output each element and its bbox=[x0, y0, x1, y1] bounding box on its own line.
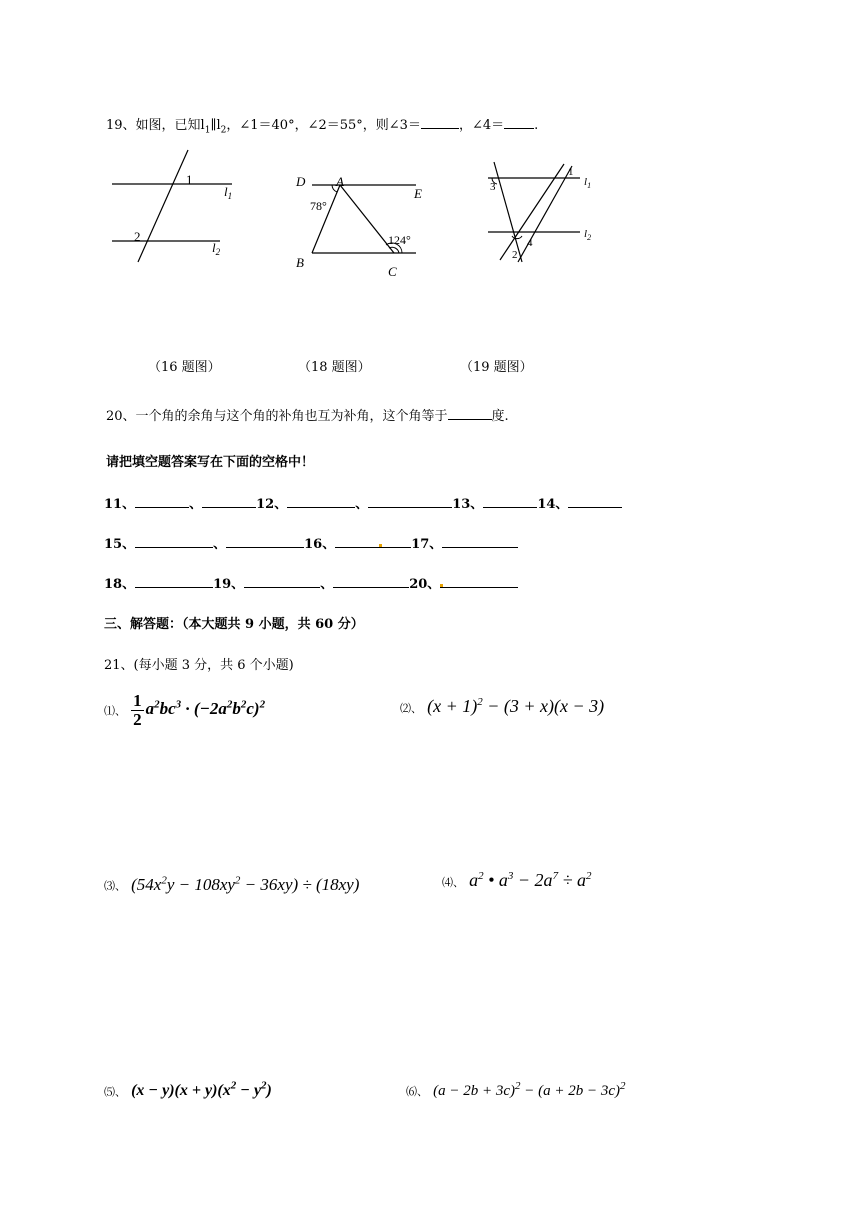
marker-dot bbox=[440, 584, 443, 587]
answer-blank-17[interactable] bbox=[442, 535, 518, 548]
answer-blank-18[interactable] bbox=[135, 575, 213, 588]
figure-16 bbox=[100, 140, 240, 270]
label-l1: $l_1$ bbox=[224, 184, 233, 201]
label-c: C bbox=[388, 264, 397, 279]
problem-5: ⑸、 $(x - y)(x + y)(x^2 - y^2)$ bbox=[104, 1080, 272, 1100]
answer-blank-19a[interactable] bbox=[244, 575, 320, 588]
angle-a-value: 78° bbox=[310, 199, 327, 213]
answer-blank-11a[interactable] bbox=[135, 495, 189, 508]
answer-blank-15b[interactable] bbox=[226, 535, 304, 548]
answer-row-2: 15、 、 16、 17、 bbox=[104, 533, 518, 552]
question-20: 20、一个角的余角与这个角的补角也互为补角，这个角等于 度. bbox=[106, 409, 509, 424]
answer-blank-19b[interactable] bbox=[333, 575, 409, 588]
answer-blank[interactable] bbox=[421, 116, 459, 129]
transversal bbox=[138, 150, 188, 262]
problem-5-expression: $(x - y)(x + y)(x^2 - y^2)$ bbox=[131, 1080, 272, 1100]
question-19: 19、如图，已知$l_1\parallel l_2$，∠1＝40°，∠2＝55°，则∠3＝ ，∠4＝ . bbox=[106, 118, 539, 136]
figure-19 bbox=[480, 158, 610, 268]
label-a: A bbox=[336, 174, 344, 189]
answer-blank[interactable] bbox=[504, 116, 534, 129]
label-b: B bbox=[296, 255, 304, 270]
caption-18: （18 题图） bbox=[298, 360, 371, 375]
question-21: 21、(每小题 3 分，共 6 个小题) bbox=[104, 658, 294, 673]
answer-blank-12a[interactable] bbox=[287, 495, 355, 508]
label-2: 2 bbox=[512, 249, 518, 261]
answer-blank[interactable] bbox=[448, 407, 492, 420]
label-1: 1 bbox=[568, 166, 574, 178]
figure-18 bbox=[290, 168, 440, 286]
answer-blank-12b[interactable] bbox=[368, 495, 452, 508]
answer-instruction: 请把填空题答案写在下面的空格中！ bbox=[106, 455, 315, 470]
label-d: D bbox=[296, 174, 306, 189]
problem-3: ⑶、 $(54x^2y - 108xy^2 - 36xy) \div (18xy)$ bbox=[104, 874, 360, 894]
marker-dot bbox=[379, 544, 382, 547]
problem-3-expression: $(54x^2y - 108xy^2 - 36xy) \div (18xy)$ bbox=[131, 874, 360, 894]
label-l1: $l_1$ bbox=[584, 176, 592, 190]
answer-blank-16[interactable] bbox=[335, 535, 411, 548]
caption-19: （19 题图） bbox=[460, 360, 533, 375]
problem-4-expression: $a^2$ • $a^3 - 2a^7 \div a^2$ bbox=[469, 870, 592, 890]
label-l2: $l_2$ bbox=[584, 228, 592, 242]
answer-blank-11b[interactable] bbox=[202, 495, 256, 508]
label-2: 2 bbox=[134, 229, 141, 244]
answer-row-3: 18、 19、 、 20、 bbox=[104, 573, 518, 592]
label-1: 1 bbox=[186, 172, 193, 187]
label-e: E bbox=[414, 186, 422, 201]
angle-c-value: 124° bbox=[388, 233, 411, 247]
label-l2: $l_2$ bbox=[212, 240, 221, 257]
section-3-heading: 三、解答题：（本大题共 9 小题，共 60 分） bbox=[104, 617, 364, 632]
segment-ac bbox=[340, 185, 394, 253]
label-3: 3 bbox=[490, 181, 496, 193]
problem-1-expression: $\frac{1}{2}$ $a^2bc^3 \cdot (-2a^2b^2c)^2$ bbox=[133, 691, 266, 729]
problem-2-expression: $(x + 1)^2 - (3 + x)(x - 3)$ bbox=[427, 696, 605, 716]
problem-6-expression: $(a - 2b + 3c)^2 - (a + 2b - 3c)^2$ bbox=[433, 1080, 626, 1099]
problem-4: ⑷、 $a^2$ • $a^3 - 2a^7 \div a^2$ bbox=[442, 870, 592, 890]
answer-blank-13[interactable] bbox=[483, 495, 537, 508]
label-4: 4 bbox=[527, 237, 533, 249]
problem-2: ⑵、 $(x + 1)^2 - (3 + x)(x - 3)$ bbox=[400, 696, 605, 716]
segment-ab bbox=[312, 185, 340, 253]
answer-blank-20[interactable] bbox=[440, 575, 518, 588]
problem-6: ⑹、 $(a - 2b + 3c)^2 - (a + 2b - 3c)^2$ bbox=[406, 1080, 626, 1099]
answer-row-1: 11、 、 12、 、 13、 14、 bbox=[104, 493, 622, 512]
caption-16: （16 题图） bbox=[148, 360, 221, 375]
answer-blank-14[interactable] bbox=[568, 495, 622, 508]
problem-1: ⑴、 $\frac{1}{2}$ $a^2bc^3 \cdot (-2a^2b^2c)^2$ bbox=[104, 691, 266, 729]
answer-blank-15a[interactable] bbox=[135, 535, 213, 548]
